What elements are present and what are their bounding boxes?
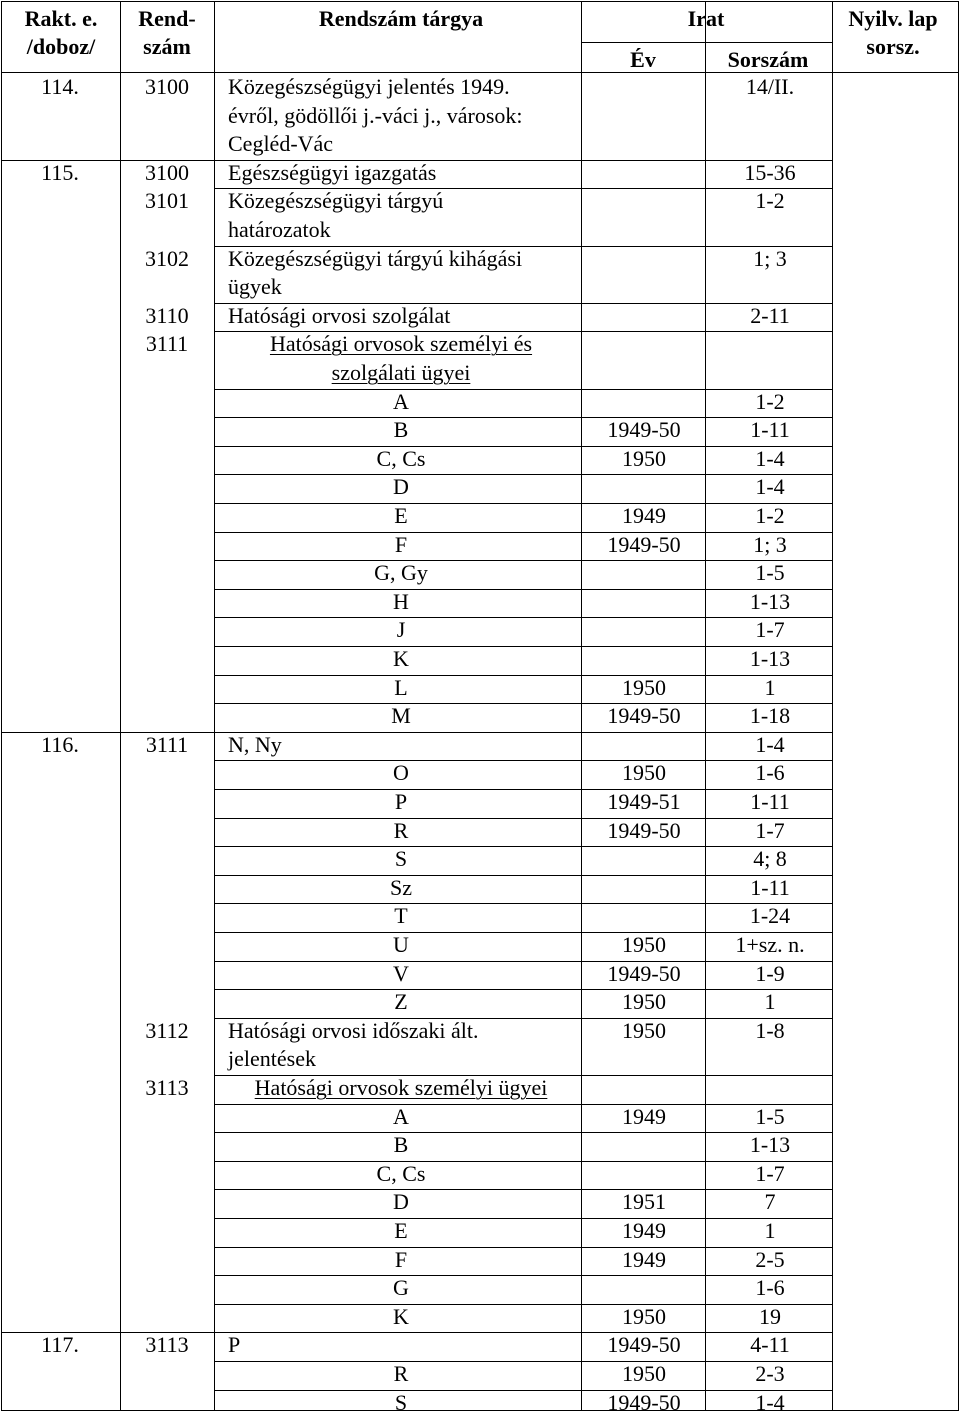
cell-subject-letter: M [391, 703, 411, 729]
cell-year: 1950 [622, 1017, 666, 1043]
cell-sorszam: 1-2 [755, 388, 785, 414]
cell-sorszam: 1-2 [755, 503, 785, 528]
cell-year: 1949-50 [607, 1332, 681, 1358]
cell-rend: 3111 [145, 331, 189, 357]
cell-rend: 3112 [145, 1017, 189, 1043]
cell-subject-letter: T [394, 903, 408, 929]
cell-subject-line: Közegészségügyi jelentés 1949. [228, 74, 510, 99]
cell-subject-letter: K [393, 1303, 409, 1329]
cell-subject-line: Közegészségügyi tárgyú [228, 188, 444, 214]
cell-subject-letter: H [393, 588, 409, 614]
cell-subject-letter: G, Gy [374, 560, 428, 586]
cell-subject-letter: O [393, 760, 409, 786]
cell-sorszam: 1-13 [749, 588, 791, 614]
cell-rakt: 115. [41, 159, 79, 185]
cell-year: 1949 [622, 1103, 666, 1129]
cell-sorszam: 1; 3 [753, 531, 787, 557]
cell-sorszam: 1-8 [755, 1017, 785, 1043]
cell-subject-line: szolgálati ügyei [331, 360, 471, 385]
cell-subject-letter: G [393, 1275, 409, 1301]
cell-subject-letter: L [394, 674, 408, 700]
cell-subject-letter: U [393, 932, 409, 957]
cell-sorszam: 1-13 [749, 646, 791, 671]
cell-sorszam: 1-7 [755, 1160, 785, 1186]
cell-subject-line: Cegléd-Vác [228, 131, 334, 157]
cell-subject-letter: S [394, 1389, 408, 1415]
cell-year: 1949-51 [607, 789, 681, 814]
cell-sorszam: 15-36 [744, 159, 796, 185]
cell-sorszam: 1 [764, 674, 776, 700]
cell-subject-letter: E [394, 1218, 408, 1243]
cell-subject-letter: B [393, 1132, 409, 1158]
cell-rakt: 114. [41, 74, 79, 99]
cell-sorszam: 1-24 [749, 903, 791, 929]
cell-sorszam: 1-13 [749, 1132, 791, 1158]
cell-subject-letter: E [394, 503, 408, 528]
cell-year: 1951 [622, 1189, 666, 1215]
cell-subject-letter: J [396, 617, 406, 643]
cell-year: 1949-50 [607, 1389, 681, 1415]
cell-sorszam: 1-5 [755, 1103, 785, 1129]
cell-subject-line: Hatósági orvosok személyi ügyei [254, 1075, 548, 1100]
cell-sorszam: 1 [764, 1218, 776, 1243]
cell-sorszam: 1-18 [749, 703, 791, 729]
cell-subject-letter: F [394, 531, 408, 557]
cell-year: 1949-50 [607, 817, 681, 843]
cell-year: 1950 [622, 989, 666, 1015]
cell-year: 1949-50 [607, 960, 681, 986]
cell-sorszam: 4-11 [750, 1332, 790, 1358]
cell-sorszam: 7 [764, 1189, 776, 1215]
cell-sorszam: 1-6 [755, 760, 785, 786]
cell-subject-line: N, Ny [228, 731, 282, 757]
cell-year: 1949-50 [607, 531, 681, 557]
header-nyilv-line1: Nyilv. lap [848, 6, 938, 31]
cell-sorszam: 14/II. [745, 74, 795, 99]
cell-sorszam: 1-6 [755, 1275, 785, 1301]
cell-sorszam: 1-11 [750, 789, 790, 814]
cell-subject-line: Hatósági orvosok személyi és [269, 331, 533, 357]
cell-subject-letter: D [393, 1189, 409, 1215]
cell-subject-letter: P [394, 789, 408, 814]
cell-year: 1950 [622, 932, 666, 957]
cell-year: 1949-50 [607, 417, 681, 443]
header-targya: Rendszám tárgya [318, 6, 484, 31]
cell-subject-line: Közegészségügyi tárgyú kihágási [228, 245, 523, 271]
cell-sorszam: 2-11 [750, 302, 790, 328]
header-irat: Irat [687, 6, 725, 31]
cell-year: 1950 [622, 1361, 666, 1386]
cell-sorszam: 19 [759, 1303, 781, 1329]
cell-rend: 3110 [145, 302, 189, 328]
cell-sorszam: 1-11 [750, 874, 790, 900]
cell-year: 1949 [622, 1246, 666, 1272]
cell-sorszam: 1-7 [755, 817, 785, 843]
cell-subject-letter: D [393, 474, 409, 500]
cell-subject-letter: F [394, 1246, 408, 1272]
cell-sorszam: 1-7 [755, 617, 785, 643]
cell-rend: 3111 [145, 731, 189, 757]
cell-year: 1949 [622, 1218, 666, 1243]
header-sorszam: Sorszám [727, 47, 809, 72]
cell-subject-letter: A [393, 388, 409, 414]
cell-subject-line: Egészségügyi igazgatás [228, 159, 437, 185]
cell-sorszam: 1-11 [750, 417, 790, 443]
cell-rend: 3113 [145, 1075, 189, 1100]
header-rakt-line1: Rakt. e. [24, 6, 98, 31]
cell-sorszam: 1-4 [755, 474, 785, 500]
cell-subject-letter: B [393, 417, 409, 443]
cell-sorszam: 1-4 [755, 445, 785, 471]
header-ev: Év [630, 47, 656, 72]
cell-subject-line: Hatósági orvosi szolgálat [228, 302, 451, 328]
cell-year: 1950 [622, 445, 666, 471]
cell-rend: 3101 [145, 188, 189, 214]
cell-subject-line: jelentések [228, 1046, 316, 1072]
header-rend-line1: Rend- [138, 6, 196, 31]
cell-rend: 3113 [145, 1332, 189, 1358]
cell-subject-letter: Z [394, 989, 408, 1015]
cell-subject-line: P [228, 1332, 241, 1358]
cell-sorszam: 1-5 [755, 560, 785, 586]
cell-subject-letter: C, Cs [376, 1160, 426, 1186]
cell-subject-letter: K [393, 646, 409, 671]
cell-sorszam: 2-5 [755, 1246, 785, 1272]
cell-subject-line: Hatósági orvosi időszaki ált. [228, 1017, 479, 1043]
cell-subject-line: ügyek [228, 274, 282, 300]
cell-sorszam: 1-4 [755, 1389, 785, 1415]
cell-subject-line: évről, gödöllői j.-váci j., városok: [228, 102, 523, 128]
cell-sorszam: 1+sz. n. [735, 932, 805, 957]
cell-year: 1950 [622, 1303, 666, 1329]
cell-rakt: 117. [41, 1332, 79, 1358]
cell-sorszam: 4; 8 [753, 846, 787, 872]
cell-rend: 3100 [145, 159, 189, 185]
header-rend-line2: szám [143, 34, 191, 59]
cell-subject-letter: A [393, 1103, 409, 1129]
cell-subject-letter: S [394, 846, 408, 872]
cell-subject-letter: R [393, 1361, 409, 1386]
cell-sorszam: 1-9 [755, 960, 785, 986]
cell-year: 1949 [622, 503, 666, 528]
cell-subject-letter: R [393, 817, 409, 843]
cell-sorszam: 1-4 [755, 731, 785, 757]
cell-sorszam: 1 [764, 989, 776, 1015]
cell-year: 1950 [622, 674, 666, 700]
cell-rakt: 116. [41, 731, 79, 757]
cell-rend: 3102 [145, 245, 189, 271]
cell-sorszam: 1; 3 [753, 245, 787, 271]
cell-year: 1949-50 [607, 703, 681, 729]
header-nyilv-line2: sorsz. [866, 34, 920, 59]
cell-sorszam: 1-2 [755, 188, 785, 214]
cell-year: 1950 [622, 760, 666, 786]
cell-sorszam: 2-3 [755, 1361, 785, 1386]
cell-subject-line: határozatok [228, 217, 331, 242]
header-rakt-line2: /doboz/ [26, 34, 96, 59]
cell-subject-letter: Sz [390, 874, 412, 900]
cell-rend: 3100 [145, 74, 189, 99]
cell-subject-letter: C, Cs [376, 445, 426, 471]
cell-subject-letter: V [393, 960, 409, 986]
